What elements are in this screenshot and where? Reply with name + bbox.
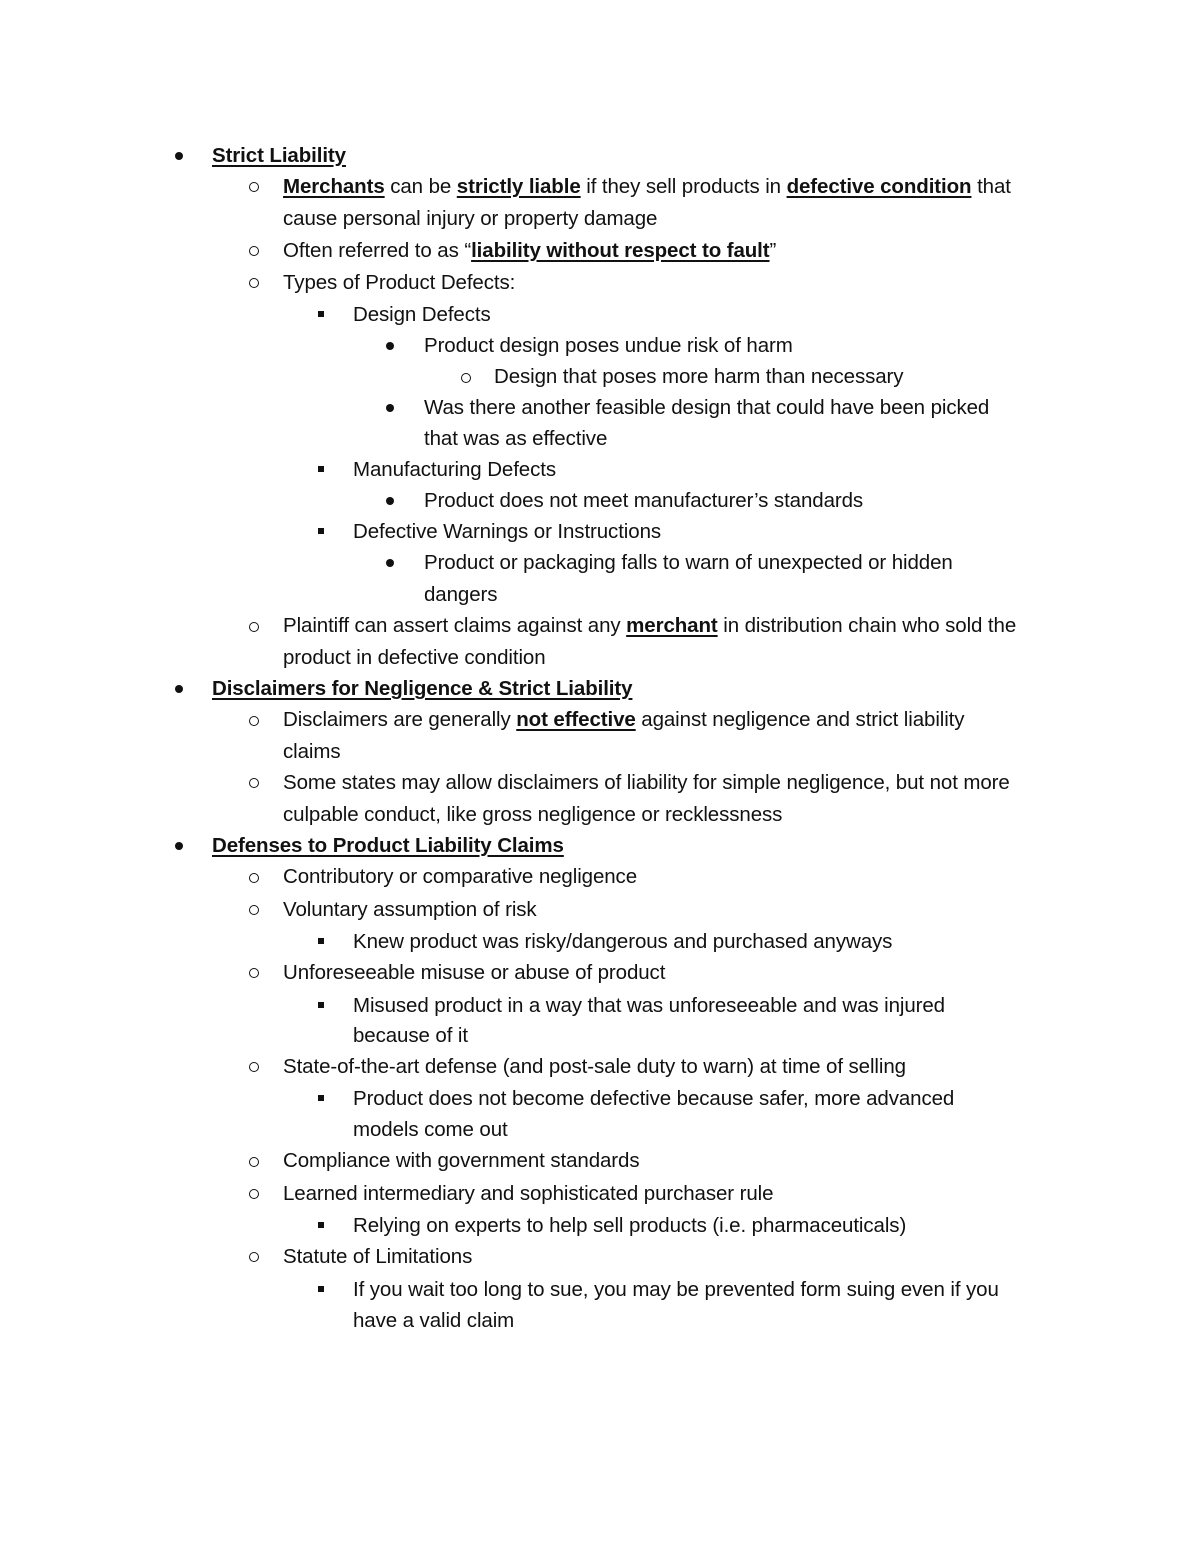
list-item: Contributory or comparative negligence [283,865,637,888]
list-item-continuation: product in defective condition [283,646,546,669]
bullet-square-icon [318,1095,324,1101]
list-item: Unforeseeable misuse or abuse of product [283,961,666,984]
list-item: Product does not meet manufacturer’s standards [424,489,864,512]
bullet-square-icon [318,1222,324,1228]
list-item-continuation: claims [283,740,341,763]
list-item: Statute of Limitations [283,1245,473,1268]
list-item: Learned intermediary and sophisticated purchaser rule [283,1182,774,1205]
section-heading: Strict Liability [212,144,346,167]
list-item-continuation: because of it [353,1024,468,1047]
list-item: Product or packaging falls to warn of unexpected or hidden [424,551,953,574]
bullet-square-icon [318,528,324,534]
bullet-square-icon [318,1286,324,1292]
bullet-dot-icon [386,342,394,350]
bullet-circle-icon [249,1189,259,1199]
list-item: Manufacturing Defects [353,458,557,481]
list-item: Product design poses undue risk of harm [424,334,793,357]
bullet-circle-icon [249,182,259,192]
bullet-circle-icon [249,246,259,256]
bullet-circle-icon [249,968,259,978]
list-item: State-of-the-art defense (and post-sale duty to warn) at time of selling [283,1055,906,1078]
bullet-circle-icon [249,1062,259,1072]
bullet-circle-icon [249,278,259,288]
bullet-dot-icon [175,685,183,693]
bullet-dot-icon [386,559,394,567]
bullet-circle-icon [249,716,259,726]
list-item: Design Defects [353,303,491,326]
list-item: Types of Product Defects: [283,271,516,294]
bullet-square-icon [318,466,324,472]
list-item: If you wait too long to sue, you may be prevented form suing even if you [353,1278,999,1301]
bullet-dot-icon [175,842,183,850]
bullet-circle-icon [249,622,259,632]
bullet-square-icon [318,938,324,944]
bullet-circle-icon [249,778,259,788]
bullet-dot-icon [175,152,183,160]
list-item-continuation: that was as effective [424,427,608,450]
bullet-circle-icon [249,905,259,915]
list-item: Misused product in a way that was unforeseeable and was injured [353,994,945,1017]
list-item: Design that poses more harm than necessary [494,365,904,388]
list-item: Some states may allow disclaimers of liability for simple negligence, but not more [283,771,1010,794]
bullet-circle-icon [461,373,471,383]
bullet-dot-icon [386,497,394,505]
list-item: Voluntary assumption of risk [283,898,537,921]
section-heading: Defenses to Product Liability Claims [212,834,564,857]
bullet-dot-icon [386,404,394,412]
list-item: Often referred to as “liability without respect to fault” [283,239,777,262]
list-item: Merchants can be strictly liable if they sell products in defective condition that [283,175,1011,198]
list-item: Compliance with government standards [283,1149,640,1172]
list-item-continuation: culpable conduct, like gross negligence or recklessness [283,803,783,826]
list-item-continuation: dangers [424,583,498,606]
list-item-continuation: models come out [353,1118,508,1141]
bullet-square-icon [318,311,324,317]
list-item: Disclaimers are generally not effective against negligence and strict liability [283,708,965,731]
bullet-square-icon [318,1002,324,1008]
bullet-circle-icon [249,1252,259,1262]
list-item-continuation: have a valid claim [353,1309,515,1332]
list-item: Knew product was risky/dangerous and purchased anyways [353,930,893,953]
list-item-continuation: cause personal injury or property damage [283,207,658,230]
bullet-circle-icon [249,873,259,883]
bullet-circle-icon [249,1157,259,1167]
list-item: Defective Warnings or Instructions [353,520,662,543]
list-item: Relying on experts to help sell products (i.e. pharmaceuticals) [353,1214,907,1237]
section-heading: Disclaimers for Negligence & Strict Liability [212,677,633,700]
list-item: Was there another feasible design that could have been picked [424,396,990,419]
list-item: Product does not become defective because safer, more advanced [353,1087,955,1110]
list-item: Plaintiff can assert claims against any merchant in distribution chain who sold the [283,614,1017,637]
